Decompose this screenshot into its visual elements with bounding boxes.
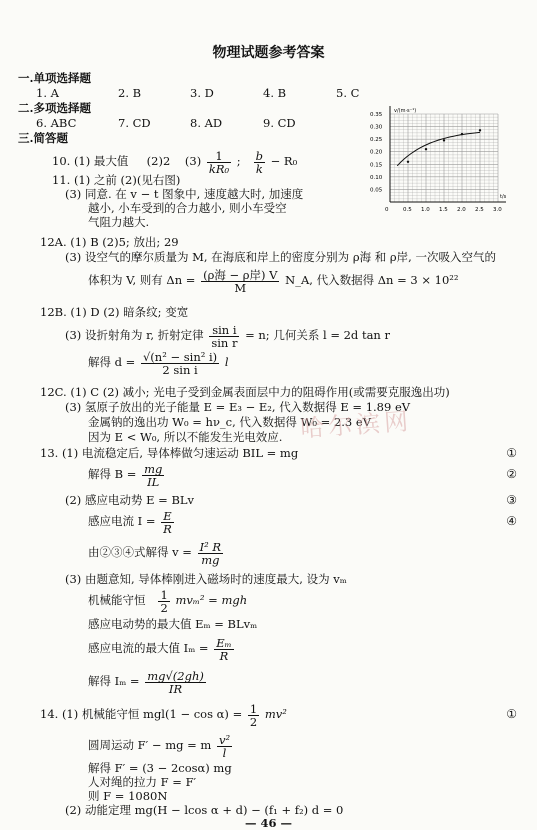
eq-mark-2: ② bbox=[506, 467, 517, 481]
eq-mark-1: ① bbox=[506, 446, 517, 460]
q13-line-1: 13. (1) 电流稳定后, 导体棒做匀速运动 BIL = mg bbox=[40, 446, 299, 460]
x-axis-label: t/s bbox=[500, 194, 507, 200]
q14-line-2 bbox=[88, 731, 234, 759]
q10-part2: (2)2 bbox=[146, 154, 171, 168]
velocity-curve bbox=[397, 132, 480, 165]
answer-2: 2. B bbox=[118, 86, 142, 100]
q14-line-5: 则 F = 1080N bbox=[88, 789, 168, 803]
q13-fraction-i: $\frac{E}{R}$ bbox=[163, 508, 172, 536]
q12b-line-2 bbox=[65, 321, 390, 349]
data-point bbox=[443, 139, 445, 141]
watermark-logo: 哈尔滨网 bbox=[299, 407, 414, 443]
q13-line-5 bbox=[88, 538, 225, 566]
answer-5: 5. C bbox=[336, 86, 360, 100]
q13-line-7-start: 机械能守恒 bbox=[88, 593, 146, 607]
q12b-fraction-2: $\frac{\text{√(n² − sin² i)}}{\text{2 sin i}}$ bbox=[142, 349, 218, 377]
q12b-line-3-start: 解得 d = bbox=[88, 355, 136, 369]
q13-fraction-v: $\frac{\text{I² R}}{mg}$ bbox=[199, 539, 222, 567]
q14-line-1 bbox=[40, 700, 287, 728]
answer-9: 9. CD bbox=[263, 116, 296, 130]
x-tick-label: 3.0 bbox=[493, 207, 502, 213]
q12a-line-1: 12A. (1) B (2)5; 放出; 29 bbox=[40, 235, 179, 249]
q12c-line-1: 12C. (1) C (2) 减小; 光电子受到金属表面层中力的阻碍作用(或需要克服逸出功) bbox=[40, 385, 450, 399]
q14-line-2-start: 圆周运动 F′ − mg = m bbox=[88, 738, 212, 752]
answer-1: 1. A bbox=[36, 86, 59, 100]
page-number: — 46 — bbox=[244, 816, 292, 830]
q13-line-5-start: 由②③④式解得 v = bbox=[88, 545, 192, 559]
q10-separator: ; bbox=[236, 154, 241, 168]
q13-fraction-im: $\frac{\text{Eₘ}}{R}$ bbox=[216, 635, 232, 663]
x-tick-label: 2.5 bbox=[475, 207, 484, 213]
q10-fraction-2: $\frac{b}{k}$ bbox=[255, 148, 263, 176]
q11-line-3: 越小, 小车受到的合力越小, 则小车受空 bbox=[88, 201, 287, 215]
q13-line-6: (3) 由题意知, 导体棒刚进入磁场时的速度最大, 设为 vₘ bbox=[65, 572, 347, 586]
q13-fraction-final: $\frac{mg√(2gh)}{IR}$ bbox=[147, 668, 204, 696]
section-heading-short-answer: 三.简答题 bbox=[18, 131, 69, 145]
y-tick-label: 0.05 bbox=[370, 187, 383, 194]
q13-line-10-start: 解得 Iₘ = bbox=[88, 674, 140, 688]
eq-mark-q14: ① bbox=[506, 707, 517, 721]
q14-line-4: 人对绳的拉力 F = F′ bbox=[88, 775, 197, 789]
y-tick-label: 0.20 bbox=[370, 149, 383, 156]
q11-line-1: 11. (1) 之前 (2)(见右图) bbox=[52, 173, 181, 187]
q14-line-1-start: 14. (1) 机械能守恒 mgl(1 − cos α) = bbox=[40, 707, 243, 721]
q12b-line-3 bbox=[88, 348, 229, 376]
data-point bbox=[407, 161, 409, 163]
q13-line-9 bbox=[88, 634, 236, 662]
q13-line-4-start: 感应电流 I = bbox=[88, 514, 156, 528]
answer-8: 8. AD bbox=[190, 116, 223, 130]
q13-line-2 bbox=[88, 460, 166, 488]
q12c-line-2: (3) 氢原子放出的光子能量 E = E₃ − E₂, 代入数据得 E = 1.89 eV bbox=[65, 400, 411, 414]
q13-line-10 bbox=[88, 667, 208, 695]
q12c-line-4: 因为 E < W₀, 所以不能发生光电效应. bbox=[88, 430, 283, 444]
q12b-line-2-end: = n; 几何关系 l = 2d tan r bbox=[245, 328, 390, 342]
q10-fraction-1: $\frac{1}{\text{kR₀}}$ bbox=[208, 148, 230, 176]
x-tick-label: 0.5 bbox=[403, 207, 412, 213]
eq-mark-3: ③ bbox=[506, 493, 517, 507]
q10-tail: − R₀ bbox=[270, 154, 298, 168]
q14-fraction-v2l: $\frac{\text{v²}}{l}$ bbox=[218, 732, 231, 760]
y-tick-label: 0.30 bbox=[370, 124, 383, 131]
section-heading-multi-choice: 二.多项选择题 bbox=[18, 101, 92, 115]
q10-part1: 10. (1) 最大值 bbox=[52, 154, 129, 168]
section-heading-single-choice: 一.单项选择题 bbox=[18, 71, 92, 85]
q12c-line-3: 金属钠的逸出功 W₀ = hν_c, 代入数据得 W₀ = 2.3 eV bbox=[88, 415, 372, 429]
q13-line-3: (2) 感应电动势 E = BLv bbox=[65, 493, 195, 507]
data-point bbox=[461, 133, 463, 135]
page-title: 物理试题参考答案 bbox=[212, 45, 325, 61]
y-tick-label: 0.15 bbox=[370, 162, 383, 169]
x-tick-label: 0 bbox=[385, 207, 389, 213]
q12b-line-3-end: l bbox=[224, 355, 229, 369]
q11-line-4: 气阻力越大. bbox=[88, 215, 150, 229]
q12a-line-3-start: 体积为 V, 则有 Δn = bbox=[88, 273, 196, 287]
velocity-time-graph bbox=[368, 104, 518, 218]
y-axis-label: v/(m·s⁻¹) bbox=[394, 108, 417, 114]
q12a-line-3-end: N_A, 代入数据得 Δn = 3 × 10²² bbox=[285, 273, 459, 287]
q13-fraction-half: $\frac{1}{2}$ bbox=[160, 587, 168, 615]
data-point bbox=[479, 129, 481, 131]
q14-line-1-end: mv² bbox=[264, 707, 287, 721]
x-tick-label: 1.0 bbox=[421, 207, 430, 213]
q10-part3: (3) bbox=[184, 154, 202, 168]
x-tick-label: 1.5 bbox=[439, 207, 448, 213]
y-tick-label: 0.35 bbox=[370, 112, 383, 118]
q12b-line-2-start: (3) 设折射角为 r, 折射定律 bbox=[65, 328, 204, 342]
answer-7: 7. CD bbox=[118, 116, 151, 130]
q14-line-3: 解得 F′ = (3 − 2cosα) mg bbox=[88, 761, 232, 775]
q13-line-7 bbox=[88, 586, 247, 614]
q13-fraction-b: $\frac{mg}{IL}$ bbox=[144, 461, 163, 489]
q11-line-2: (3) 同意. 在 v − t 图象中, 速度越大时, 加速度 bbox=[65, 187, 304, 201]
q14-line-6: (2) 动能定理 mg(H − lcos α + d) − (f₁ + f₂) d = 0 bbox=[65, 803, 344, 817]
q13-line-2-start: 解得 B = bbox=[88, 467, 137, 481]
x-tick-label: 2.0 bbox=[457, 207, 466, 213]
q10-line bbox=[52, 147, 297, 175]
answer-3: 3. D bbox=[190, 86, 214, 100]
q12b-line-1: 12B. (1) D (2) 暗条纹; 变宽 bbox=[40, 305, 189, 319]
answer-6: 6. ABC bbox=[36, 116, 77, 130]
q12b-fraction-1: $\frac{\text{sin i}}{\text{sin r}}$ bbox=[211, 322, 238, 350]
y-tick-label: 0.10 bbox=[370, 174, 383, 181]
y-tick-label: 0.25 bbox=[370, 137, 383, 144]
eq-mark-4: ④ bbox=[506, 514, 517, 528]
q12a-line-2: (3) 设空气的摩尔质量为 M, 在海底和岸上的密度分别为 ρ海 和 ρ岸, 一次吸入空气的 bbox=[65, 250, 496, 264]
data-point bbox=[425, 148, 427, 150]
q13-line-9-start: 感应电流的最大值 Iₘ = bbox=[88, 641, 209, 655]
answer-4: 4. B bbox=[263, 86, 287, 100]
q12a-line-3 bbox=[88, 266, 459, 294]
q13-line-8: 感应电动势的最大值 Eₘ = BLvₘ bbox=[88, 617, 258, 631]
q14-fraction-half: $\frac{1}{2}$ bbox=[249, 701, 258, 729]
q13-line-7-end: mvₘ² = mgh bbox=[175, 593, 248, 607]
q13-line-4 bbox=[88, 507, 176, 535]
q12a-fraction: $\frac{\text{(ρ海 − ρ岸) V}}{M}$ bbox=[203, 267, 278, 295]
